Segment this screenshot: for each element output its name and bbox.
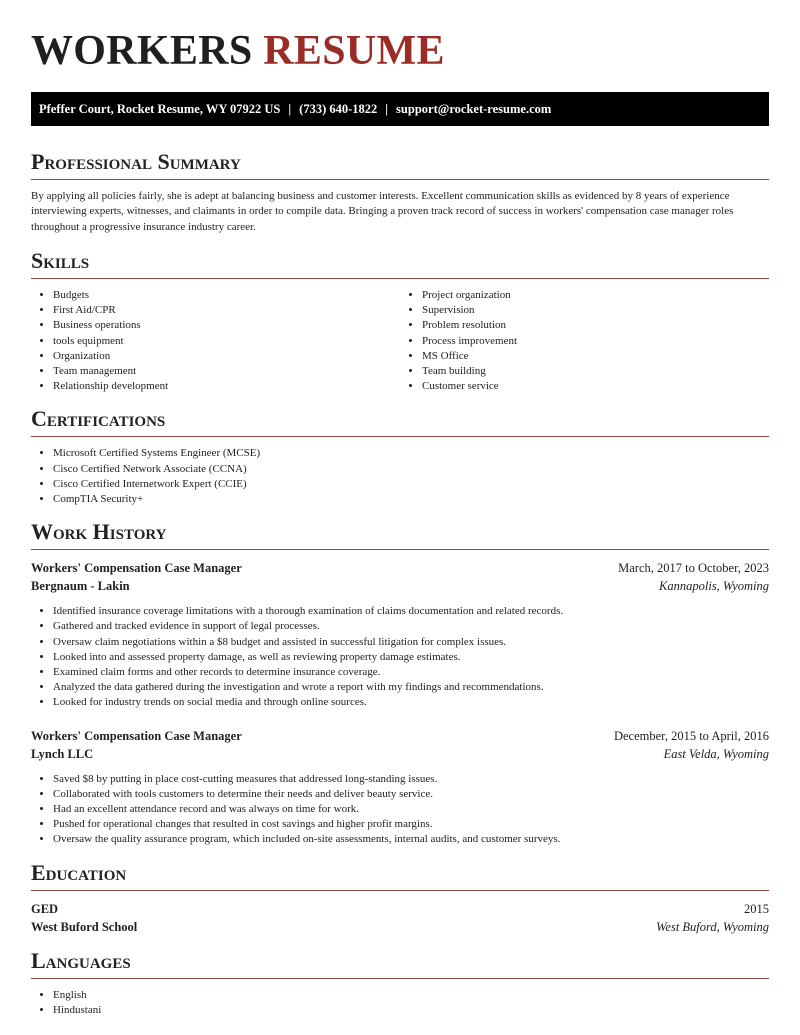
education-location: West Buford, Wyoming [656,919,769,934]
skill-item: • Project organization [422,288,769,303]
summary-heading: Professional Summary [31,151,769,180]
job-title: Workers' Compensation Case Manager [31,561,242,576]
education-school-row [31,918,769,936]
job-bullet: • Analyzed the data gathered during the investigation and wrote a report with my findings and recommendations. [53,680,769,695]
contact-bar [31,92,769,126]
skill-item: • Supervision [422,303,769,318]
job-bullets [31,604,769,710]
certifications-list [31,446,769,507]
job-bullet: • Oversaw claim negotiations within a $8 budget and assisted in successful litigation for complex issues. [53,635,769,650]
certifications-heading: Certifications [31,408,769,437]
name-last: RESUME [263,28,445,74]
education-degree-row [31,900,769,918]
job-bullet: • Pushed for operational changes that resulted in cost savings and higher profit margins. [53,817,769,832]
skill-item: • Relationship development [53,379,400,394]
skill-item: • MS Office [422,349,769,364]
job-bullets [31,772,769,848]
job-bullet: • Examined claim forms and other records to determine insurance coverage. [53,665,769,680]
contact-separator: | [385,101,389,116]
skill-item: • First Aid/CPR [53,303,400,318]
job-bullet: • Had an excellent attendance record and was always on time for work. [53,802,769,817]
job-company-row [31,577,769,595]
job-bullet: • Gathered and tracked evidence in support of legal processes. [53,619,769,634]
language-item: • Hindustani [53,1003,769,1018]
resume-name [31,30,769,78]
certification-item: • Cisco Certified Internetwork Expert (CCIE) [53,477,769,492]
job-bullet: • Saved $8 by putting in place cost-cutting measures that addressed long-standing issues. [53,772,769,787]
job-dates: December, 2015 to April, 2016 [613,728,769,743]
certification-item: • CompTIA Security+ [53,492,769,507]
certification-item: • Microsoft Certified Systems Engineer (MCSE) [53,446,769,461]
skill-item: • Team management [53,364,400,379]
work-history-heading: Work History [31,521,769,550]
summary-text: By applying all policies fairly, she is adept at balancing business and customer interests. Excellent communication skills as evidenced by 8 years of experience interviewing experts, witnesses, and claimants in order to compile data. Bringing a proven track record of success in workers' compensation case manager roles throughout a progressive insurance industry career. [31,190,734,233]
skills-column-right [400,288,769,394]
job-header-row [31,559,769,577]
skills-list [31,288,769,394]
job-location: East Velda, Wyoming [663,746,769,761]
job-entry [31,727,769,848]
skills-column-left [31,288,400,394]
skill-item: • Customer service [422,379,769,394]
language-item: • English [53,988,769,1003]
job-bullet: • Oversaw the quality assurance program, which included on-site assessments, internal audits, and customer surveys. [53,832,769,847]
skill-item: • tools equipment [53,334,400,349]
education-school: West Buford School [31,919,138,934]
job-bullet: • Looked into and assessed property damage, as well as reviewing property damage estimates. [53,650,769,665]
contact-email[interactable]: support@rocket-resume.com [396,101,552,116]
job-bullet: • Collaborated with tools customers to determine their needs and deliver beauty service. [53,787,769,802]
contact-address: Pfeffer Court, Rocket Resume, WY 07922 US [39,101,281,116]
skill-item: • Budgets [53,288,400,303]
skill-item: • Team building [422,364,769,379]
contact-phone: (733) 640-1822 [299,101,378,116]
skills-heading: Skills [31,250,769,279]
job-header-row [31,727,769,745]
education-year: 2015 [744,901,769,916]
skill-item: • Organization [53,349,400,364]
job-entry [31,559,769,710]
languages-list [31,988,769,1018]
job-company: Bergnaum - Lakin [31,579,130,594]
job-dates: March, 2017 to October, 2023 [618,561,769,576]
languages-heading: Languages [31,950,769,979]
skill-item: • Process improvement [422,334,769,349]
name-first: WORKERS [31,28,253,74]
certification-item: • Cisco Certified Network Associate (CCNA) [53,462,769,477]
education-degree: GED [31,901,59,916]
education-heading: Education [31,862,769,891]
education-entry [31,900,769,936]
job-bullet: • Identified insurance coverage limitations with a thorough examination of claims documentation and related records. [53,604,769,619]
job-location: Kannapolis, Wyoming [659,579,769,594]
job-bullet: • Looked for industry trends on social media and through online sources. [53,695,769,710]
contact-separator: | [288,101,292,116]
skill-item: • Problem resolution [422,318,769,333]
job-company: Lynch LLC [31,746,94,761]
job-company-row [31,745,769,763]
skill-item: • Business operations [53,318,400,333]
job-title: Workers' Compensation Case Manager [31,728,242,743]
